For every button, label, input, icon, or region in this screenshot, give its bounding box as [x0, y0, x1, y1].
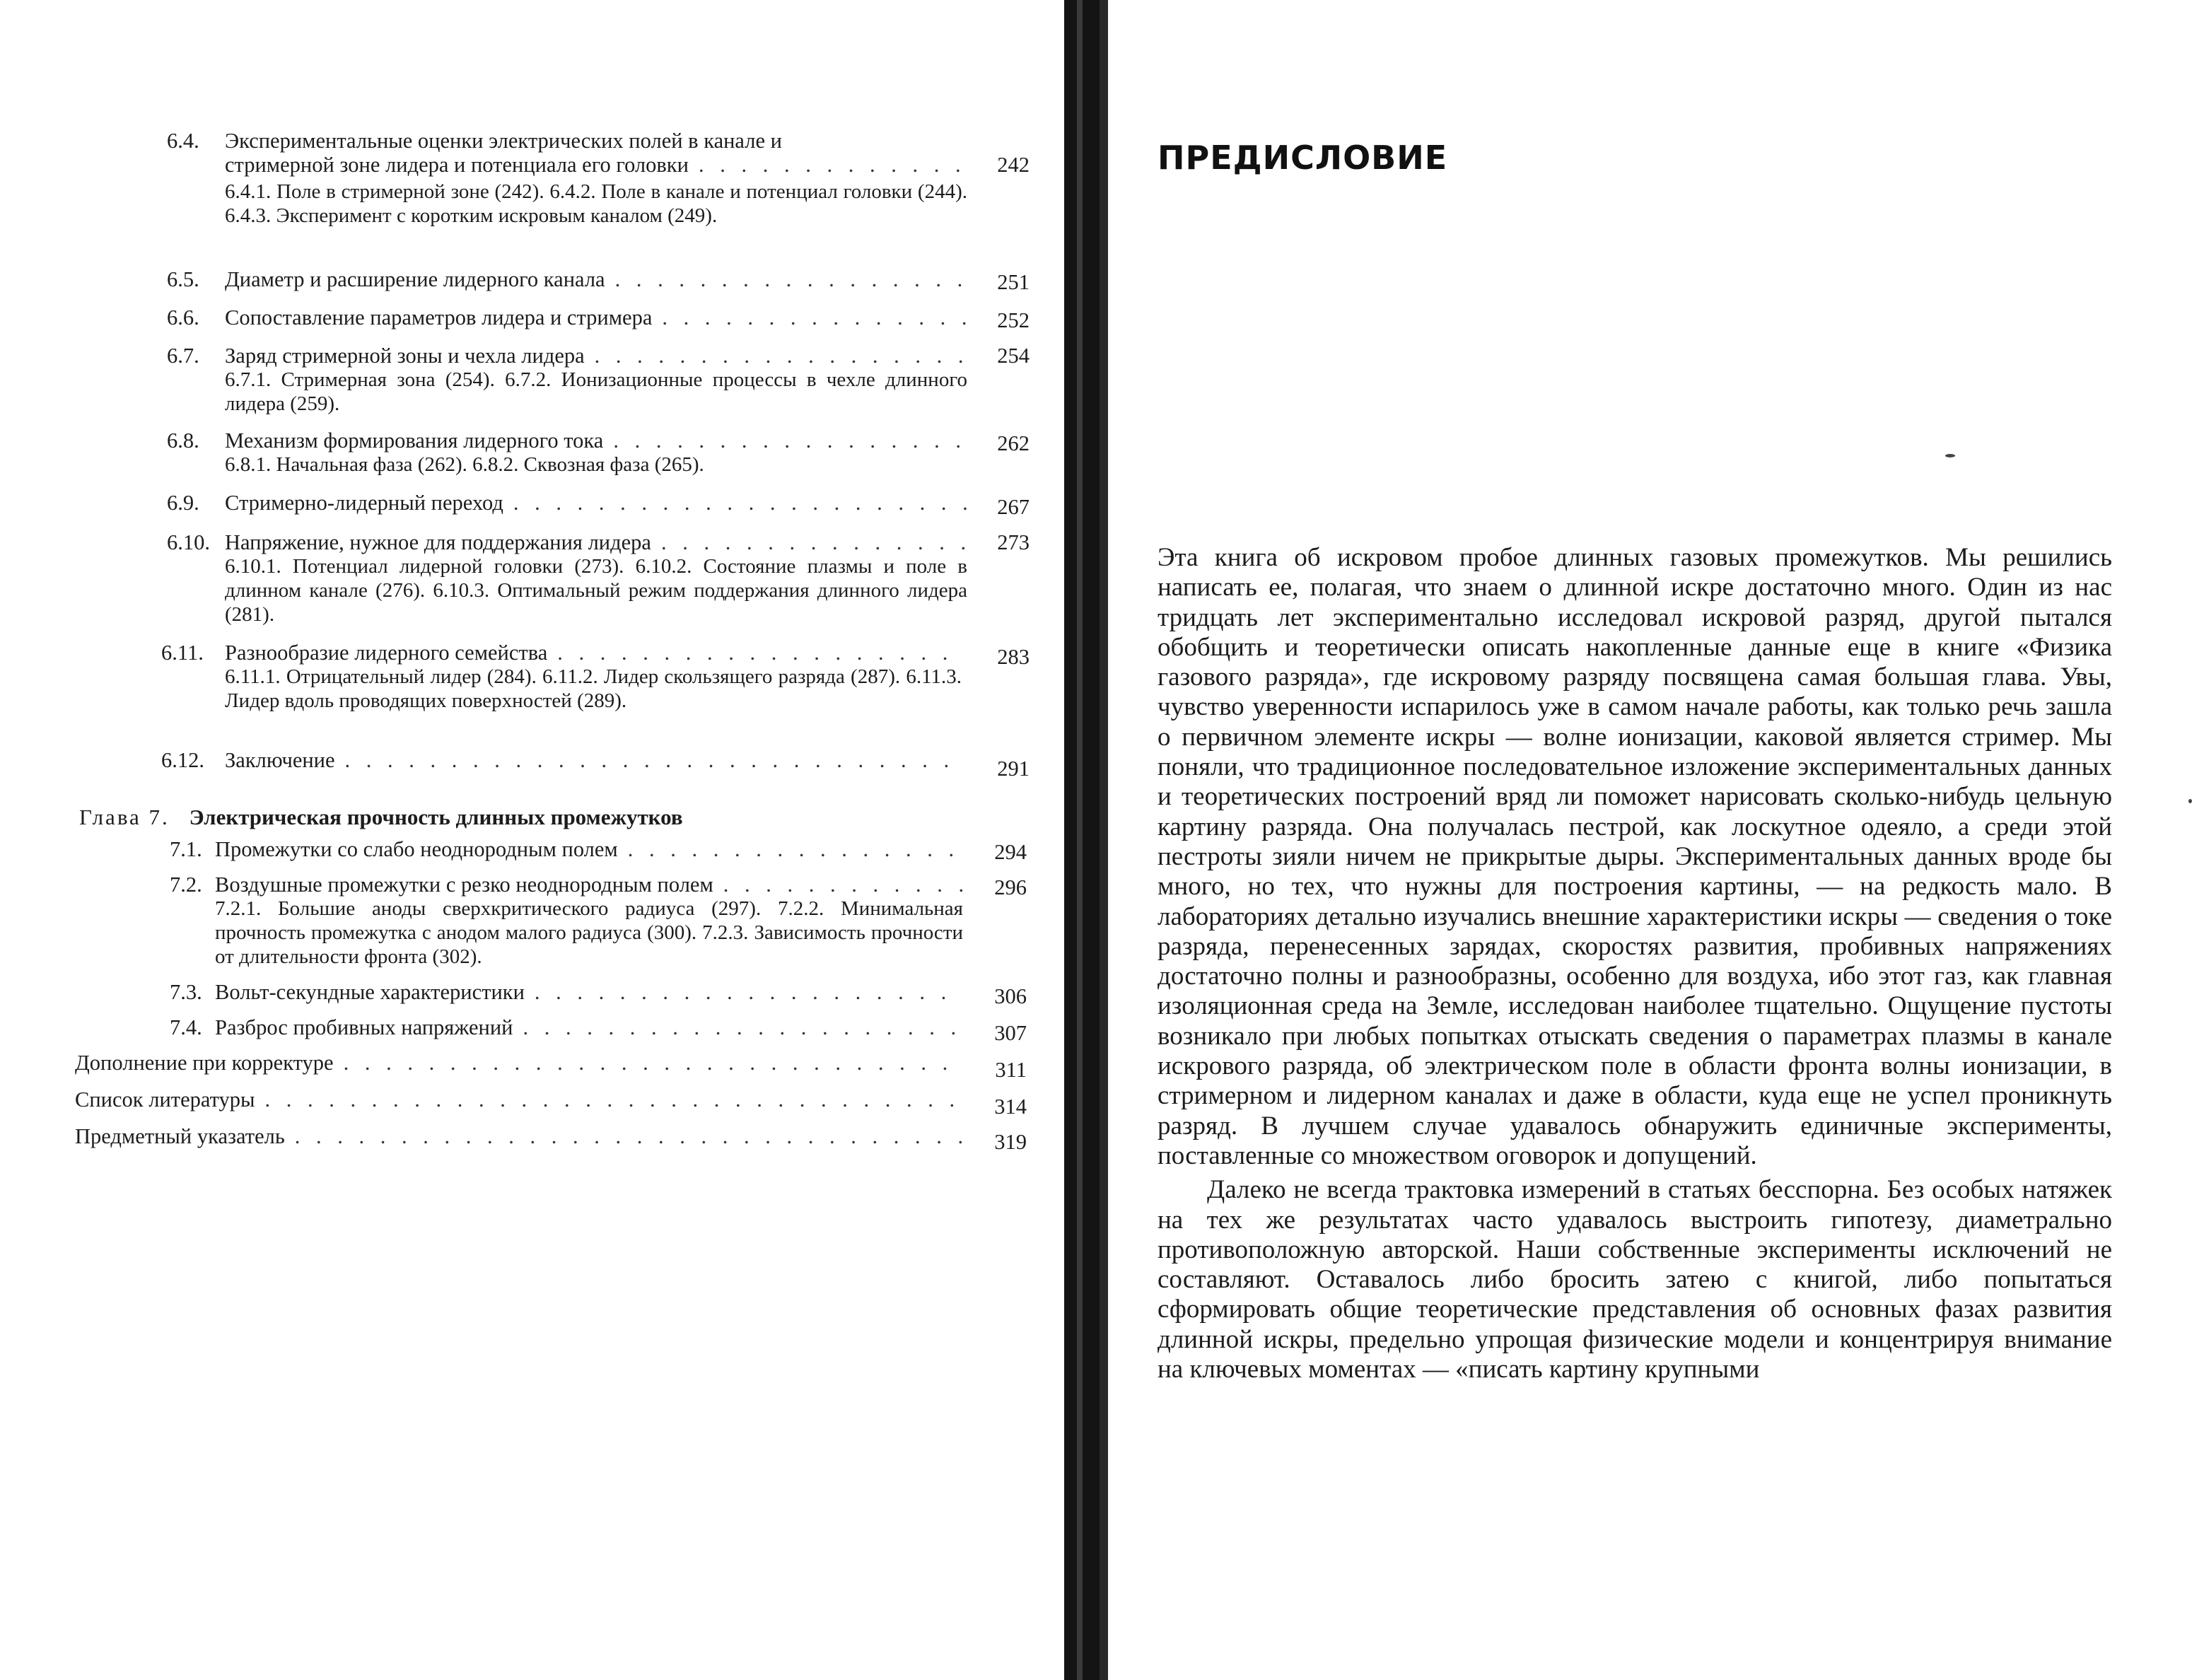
toc-entry-title: Стримерно-лидерный переход — [225, 491, 503, 515]
toc-entry-number: 6.7. — [167, 344, 199, 368]
toc-entry-number: 6.4. — [167, 129, 199, 153]
toc-page-number: 242 — [997, 153, 1030, 177]
toc-entry[interactable] — [167, 305, 1030, 334]
leader-dots — [265, 1087, 962, 1112]
toc-subentries: 6.7.1. Стримерная зона (254). 6.7.2. Ионизационные процессы в чехле длинного лидера (259). — [225, 368, 967, 415]
toc-entry-title: Механизм формирования лидерного тока — [225, 428, 604, 453]
toc-subentries: 6.8.1. Начальная фаза (262). 6.8.2. Сквозная фаза (265). — [225, 453, 704, 476]
toc-entry[interactable] — [170, 837, 1027, 865]
book-gutter — [1064, 0, 1100, 1680]
leader-dots — [523, 1015, 963, 1039]
toc-entry[interactable] — [161, 748, 1030, 781]
leader-dots — [513, 491, 967, 515]
toc-page-number: 251 — [997, 270, 1030, 294]
leader-dots — [615, 267, 967, 291]
leader-dots — [344, 1051, 962, 1075]
leader-dots — [535, 980, 963, 1004]
leader-dots — [662, 305, 967, 329]
toc-page-number: 254 — [997, 344, 1030, 368]
toc-entry-number: 6.6. — [167, 305, 199, 329]
toc-entry-number: 6.8. — [167, 428, 199, 453]
preface-title: ПРЕДИСЛОВИЕ — [1158, 139, 1448, 177]
toc-page-number: 314 — [994, 1095, 1027, 1119]
toc-entry-number: 6.10. — [167, 530, 210, 554]
chapter-label: Глава 7. — [79, 805, 170, 829]
preface-paragraph: Далеко не всегда трактовка измерений в статьях бесспорна. Без особых натяжек на тех же результатах часто удавалось выстроить гипотезу, диаметрально противоположную авторской. Наши собственные эксперименты исключений не составляют. Оставалось либо бросить затею с книгой, либо попытаться сформировать общие теоретические представления об основных фазах развития длинной искры, предельно упрощая физические модели и концентрируя внимание на ключевых моментах — «писать картину крупными — [1158, 1175, 2112, 1384]
leader-dots — [699, 153, 967, 177]
toc-entry[interactable] — [167, 129, 1030, 256]
toc-entry-number: 6.11. — [161, 641, 204, 665]
toc-entry[interactable] — [167, 344, 1030, 421]
toc-entry[interactable] — [167, 530, 1030, 634]
toc-entry-title: Заключение — [225, 748, 335, 772]
toc-entry[interactable] — [170, 1015, 1027, 1044]
leader-dots — [295, 1124, 962, 1148]
toc-entry-title: Разброс пробивных напряжений — [215, 1015, 513, 1039]
toc-entry[interactable] — [75, 1051, 1027, 1082]
toc-page-number: 291 — [997, 757, 1030, 781]
toc-entry-title: Дополнение при корректуре — [75, 1051, 334, 1075]
toc-entry[interactable] — [75, 1087, 1027, 1119]
toc-entry[interactable] — [161, 641, 1030, 740]
toc-entry-title: Промежутки со слабо неоднородным полем — [215, 837, 618, 861]
toc-entry-title: Диаметр и расширение лидерного канала — [225, 267, 605, 291]
toc-page-number: 267 — [997, 495, 1030, 519]
toc-entry[interactable] — [167, 267, 1030, 296]
leader-dots — [345, 748, 962, 772]
scan-speck — [1945, 454, 1955, 457]
toc-entry-title: Сопоставление параметров лидера и стримера — [225, 305, 653, 329]
toc-page-number: 319 — [994, 1130, 1027, 1154]
leader-dots — [661, 530, 967, 554]
toc-entry-title: Список литературы — [75, 1087, 255, 1112]
toc-entry[interactable] — [170, 873, 1027, 976]
toc-page — [0, 0, 1064, 1680]
toc-chapter-heading[interactable] — [79, 805, 683, 830]
toc-page-number: 262 — [997, 431, 1030, 455]
toc-page-number: 252 — [997, 308, 1030, 332]
toc-page-number: 294 — [994, 840, 1027, 864]
scan-speck — [2188, 799, 2192, 803]
toc-page-number: 283 — [997, 645, 1030, 669]
toc-entry-title: Напряжение, нужное для поддержания лидера — [225, 530, 651, 554]
toc-entry-number: 7.1. — [170, 837, 202, 861]
toc-page-number: 311 — [995, 1058, 1027, 1082]
leader-dots — [613, 428, 967, 453]
toc-entry-number: 6.5. — [167, 267, 199, 291]
toc-entry-title: Заряд стримерной зоны и чехла лидера — [225, 344, 585, 368]
preface-paragraph: Эта книга об искровом пробое длинных газовых промежутков. Мы решились написать ее, полагая, что знаем о длинной искре достаточно много. Один из нас тридцать лет экспериментально исследовал искровой разряд, другой пытался обобщить и теоретически описать накопленные данные еще в книге «Физика газового разряда», где искровому разряду посвящена самая большая глава. Увы, чувство уверенности испарилось уже в самом начале работы, как только речь зашла о первичном элементе искры — волне ионизации, какoвой является стример. Мы поняли, что традиционное последовательное изложение экспериментальных данных и теоретических построений вряд ли поможет нарисовать сколько-нибудь цельную картину разряда. Она получалась пестрой, как лоскутное одеяло, а среди этой пестроты зияли ничем не прикрытые дыры. Экспериментальных данных вроде бы много, но тех, что нужны для построения картины, — на редкость мало. В лабораториях детально изучались внешние характеристики искры — сведения о токе разряда, перенесенных зарядах, скоростях развития, пробивных напряжениях достаточно полны и разнообразны, особенно для воздуха, ибо этот газ, как главная изоляционная среда на Земле, исследован наиболее тщательно. Ощущение пустоты возникало при любых попытках отыскать сведения о параметрах плазмы в канале искрового разряда, об электрическом поле в области фронта волны ионизации, в стримерном и лидерном каналах и даже в области, куда еще не успел проникнуть разряд. В лучшем случае удавалось обнаружить единичные эксперименты, поставленные со множеством оговорок и допущений. — [1158, 543, 2112, 1170]
toc-page-number: 296 — [994, 875, 1027, 899]
leader-dots — [557, 641, 962, 665]
toc-entry-title: стримерной зоне лидера и потенциала его головки — [225, 153, 689, 177]
toc-subentries: 7.2.1. Большие аноды сверхкритического радиуса (297). 7.2.2. Минимальная прочность промежутка с анодом малого радиуса (300). 7.2.3. Зависимость прочности от длительности фронта (302). — [215, 897, 963, 968]
toc-entry-number: 6.12. — [161, 748, 204, 772]
toc-page-number: 273 — [997, 530, 1030, 554]
toc-entry-number: 7.3. — [170, 980, 202, 1004]
toc-entry[interactable] — [167, 428, 1030, 482]
toc-entry[interactable] — [167, 491, 1030, 519]
leader-dots — [595, 344, 967, 368]
toc-entry-title: Предметный указатель — [75, 1124, 285, 1148]
toc-entry-title: Экспериментальные оценки электрических полей в канале и — [225, 129, 782, 153]
toc-subentries: 6.4.1. Поле в стримерной зоне (242). 6.4.2. Поле в канале и потенциал головки (244). 6.4.3. Эксперимент с коротким искровым каналом (249). — [225, 180, 967, 227]
toc-entry-title: Вольт-секундные характеристики — [215, 980, 525, 1004]
toc-page-number: 306 — [994, 984, 1027, 1008]
toc-entry-number: 7.4. — [170, 1015, 202, 1039]
preface-body — [1158, 543, 2112, 1384]
toc-entry-number: 7.2. — [170, 873, 202, 897]
toc-subentries: 6.11.1. Отрицательный лидер (284). 6.11.2. Лидер скользящего разряда (287). 6.11.3. Лидер вдоль проводящих поверхностей (289). — [225, 665, 962, 712]
toc-entry[interactable] — [170, 980, 1027, 1008]
toc-subentries: 6.10.1. Потенциал лидерной головки (273). 6.10.2. Состояние плазмы и поле в длинном канале (276). 6.10.3. Оптимальный режим поддержания длинного лидера (281). — [225, 555, 967, 626]
toc-page-number: 307 — [994, 1021, 1027, 1045]
leader-dots — [723, 873, 963, 897]
leader-dots — [628, 837, 963, 861]
toc-entry[interactable] — [75, 1124, 1027, 1153]
chapter-title: Электрическая прочность длинных промежутков — [189, 805, 683, 829]
toc-entry-title: Разнообразие лидерного семейства — [225, 641, 548, 665]
toc-entry-number: 6.9. — [167, 491, 199, 515]
preface-page — [1100, 0, 2204, 1680]
toc-entry-title: Воздушные промежутки с резко неоднородным полем — [215, 873, 713, 897]
